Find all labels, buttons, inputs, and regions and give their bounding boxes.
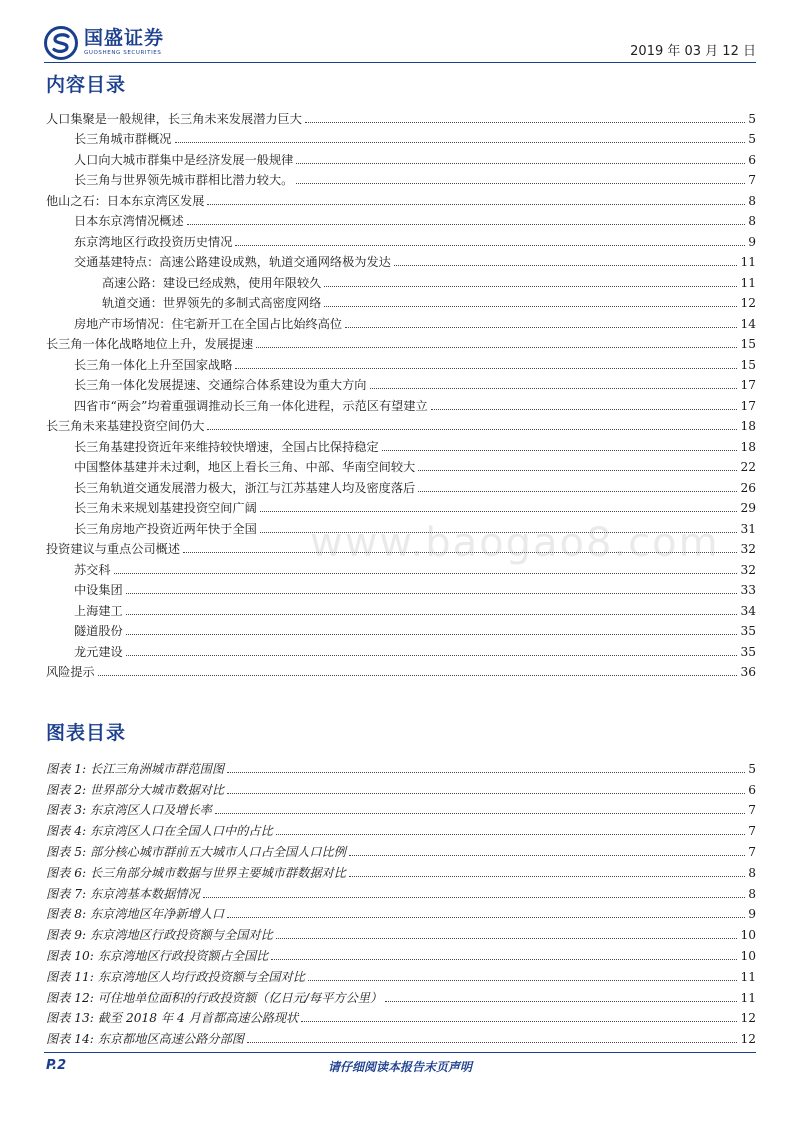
figure-entry-label: 图表 10: 东京湾地区行政投资额占全国比 [46, 948, 269, 963]
toc-entry[interactable] [46, 270, 756, 291]
figure-entry-label: 图表 11: 东京湾地区人均行政投资额与全国对比 [46, 969, 305, 984]
figure-entry-page: 12 [740, 1032, 756, 1047]
figure-entry-page: 8 [748, 865, 756, 880]
figure-entry-page: 11 [740, 969, 756, 984]
toc-entry-page: 15 [740, 357, 756, 372]
dot-leader [394, 265, 738, 266]
figure-entry[interactable] [46, 860, 756, 881]
watermark: www.baogao8.com [310, 520, 720, 566]
dot-leader [247, 1042, 737, 1043]
toc-entry-label: 长三角一体化发展提速、交通综合体系建设为重大方向 [74, 378, 367, 392]
toc-entry-page: 12 [740, 296, 756, 310]
toc-entry-page: 5 [748, 132, 756, 146]
dot-leader [126, 593, 738, 594]
page-number: P.2 [46, 1058, 67, 1073]
dot-leader [301, 1021, 737, 1022]
toc-entry[interactable] [46, 639, 756, 660]
dot-leader [382, 450, 738, 451]
dot-leader [227, 772, 745, 773]
toc-entry[interactable] [46, 393, 756, 414]
toc-entry-page: 5 [748, 111, 756, 126]
dot-leader [235, 368, 737, 369]
dot-leader [418, 470, 737, 471]
figure-entry-label: 图表 13: 截至 2018 年 4 月首都高速公路现状 [46, 1011, 299, 1026]
toc-entry-label: 长三角一体化上升至国家战略 [74, 357, 233, 372]
toc-entry[interactable] [46, 168, 756, 189]
figure-entry-label: 图表 9: 东京湾地区行政投资额与全国对比 [46, 928, 273, 943]
header-divider [44, 62, 756, 63]
toc-entry[interactable] [46, 475, 756, 496]
figure-entry[interactable] [46, 798, 756, 819]
toc-entry-page: 8 [748, 193, 756, 208]
toc-entry-page: 22 [740, 460, 756, 474]
toc-entry[interactable] [46, 496, 756, 517]
dot-leader [203, 897, 746, 898]
figure-entry-page: 12 [740, 1011, 756, 1026]
figure-entry-page: 6 [748, 782, 756, 797]
toc-entry-label: 房地产市场情况：住宅新开工在全国占比始终高位 [74, 316, 343, 331]
toc-entry-page: 14 [740, 316, 756, 331]
toc-entry-label: 长三角与世界领先城市群相比潜力较大。 [74, 173, 294, 187]
toc-entry[interactable] [46, 106, 756, 127]
dot-leader [126, 614, 738, 615]
toc-entry-page: 7 [748, 173, 756, 187]
figure-entry-page: 5 [748, 761, 756, 776]
toc-entry[interactable] [46, 188, 756, 209]
toc-entry-page: 15 [740, 337, 756, 351]
toc-entry-label: 长三角基建投资近年来维持较快增速，全国占比保持稳定 [74, 439, 379, 454]
toc-entry-page: 32 [740, 562, 756, 577]
toc-entry-page: 18 [740, 419, 756, 433]
toc-entry-label: 上海建工 [74, 603, 123, 618]
toc-entry-label: 长三角城市群概况 [74, 132, 172, 146]
toc-entry-page: 11 [740, 275, 756, 290]
toc-entry[interactable] [46, 619, 756, 640]
figure-entry-page: 7 [748, 803, 756, 818]
toc-entry-label: 人口集聚是一般规律，长三角未来发展潜力巨大 [46, 111, 302, 126]
brand-name-en: GUOSHENG SECURITIES [84, 50, 162, 57]
toc-entry-page: 32 [740, 542, 756, 556]
dot-leader [260, 511, 738, 512]
figure-entry-page: 8 [748, 886, 756, 901]
figure-entry-page: 9 [748, 907, 756, 922]
figure-entry-label: 图表 4: 东京湾区人口在全国人口中的占比 [46, 824, 273, 839]
toc-entry-label: 投资建议与重点公司概述 [46, 542, 181, 556]
toc-entry-page: 9 [748, 234, 756, 249]
figure-entry-label: 图表 6: 长三角部分城市数据与世界主要城市群数据对比 [46, 865, 346, 880]
toc-entry-label: 高速公路：建设已经成熟，使用年限较久 [102, 275, 322, 290]
toc-entry-label: 隧道股份 [74, 624, 123, 638]
figure-entry[interactable] [46, 881, 756, 902]
disclaimer-note: 请仔细阅读本报告末页声明 [327, 1060, 472, 1074]
toc-entry[interactable] [46, 434, 756, 455]
toc-entry-page: 26 [740, 480, 756, 495]
toc-entry-label: 轨道交通：世界领先的多制式高密度网络 [102, 296, 322, 310]
toc-entry-page: 17 [740, 378, 756, 392]
footer-divider [44, 1052, 756, 1053]
toc-entry-page: 8 [748, 214, 756, 228]
toc-entry-label: 中设集团 [74, 583, 123, 597]
dot-leader [235, 245, 745, 246]
dot-leader [345, 327, 737, 328]
dot-leader [207, 204, 745, 205]
toc-entry-page: 11 [740, 255, 756, 269]
toc-entry-label: 人口向大城市群集中是经济发展一般规律 [74, 152, 294, 167]
dot-leader [126, 634, 738, 635]
toc-entry-page: 29 [740, 501, 756, 515]
toc-entry-label: 东京湾地区行政投资历史情况 [74, 234, 233, 249]
figure-list-heading: 图表目录 [46, 722, 127, 744]
toc-entry[interactable] [46, 660, 756, 681]
toc-entry-label: 交通基建特点：高速公路建设成熟，轨道交通网络极为发达 [74, 255, 391, 269]
figure-entry[interactable] [46, 756, 756, 777]
dot-leader [324, 306, 737, 307]
figure-entry[interactable] [46, 964, 756, 985]
figure-entry[interactable] [46, 777, 756, 798]
figure-entry-label: 图表 3: 东京湾区人口及增长率 [46, 803, 212, 818]
toc-entry-page: 17 [740, 398, 756, 413]
figure-entry-page: 10 [740, 928, 756, 943]
toc-entry[interactable] [46, 127, 756, 148]
dot-leader [271, 959, 737, 960]
brand-name-cn: 国盛证券 [84, 27, 165, 50]
toc-entry-label: 长三角轨道交通发展潜力极大，浙江与江苏基建人均及密度落后 [74, 480, 416, 495]
toc-entry-page: 6 [748, 152, 756, 167]
dot-leader [98, 675, 738, 676]
figure-entry-page: 11 [740, 990, 756, 1005]
figure-entry-label: 图表 12: 可住地单位面积的行政投资额（亿日元/每平方公里） [46, 990, 383, 1005]
figure-list [46, 756, 756, 1047]
toc-entry[interactable] [46, 598, 756, 619]
toc-entry-page: 33 [740, 583, 756, 597]
toc-entry-page: 35 [740, 624, 756, 638]
toc-entry-label: 长三角一体化战略地位上升，发展提速 [46, 337, 254, 351]
dot-leader [276, 834, 745, 835]
toc-entry-page: 35 [740, 644, 756, 659]
figure-entry[interactable] [46, 985, 756, 1006]
toc-entry-label: 苏交科 [74, 562, 111, 577]
dot-leader [305, 122, 745, 123]
toc-entry-label: 四省市“两会”均着重强调推动长三角一体化进程，示范区有望建立 [74, 398, 428, 413]
toc-entry[interactable] [46, 250, 756, 271]
toc-entry-page: 18 [740, 439, 756, 454]
dot-leader [207, 429, 737, 430]
figure-entry-label: 图表 5: 部分核心城市群前五大城市人口占全国人口比例 [46, 844, 346, 859]
toc-entry[interactable] [46, 209, 756, 230]
figure-entry-page: 10 [740, 948, 756, 963]
toc-entry-label: 中国整体基建并未过剩，地区上看长三角、中部、华南空间较大 [74, 460, 416, 474]
figure-entry-label: 图表 1: 长江三角洲城市群范围图 [46, 761, 225, 776]
toc-entry[interactable] [46, 578, 756, 599]
toc-entry[interactable] [46, 291, 756, 312]
dot-leader [175, 142, 746, 143]
figure-entry-label: 图表 7: 东京湾基本数据情况 [46, 886, 200, 901]
dot-leader [296, 163, 745, 164]
dot-leader [349, 876, 745, 877]
dot-leader [227, 793, 745, 794]
dot-leader [215, 813, 745, 814]
toc-entry-label: 风险提示 [46, 665, 95, 679]
guosheng-logo-icon [44, 26, 78, 60]
figure-entry[interactable] [46, 902, 756, 923]
figure-entry-page: 7 [748, 844, 756, 859]
dot-leader [324, 286, 737, 287]
figure-entry[interactable] [46, 818, 756, 839]
toc-entry[interactable] [46, 147, 756, 168]
toc-entry-label: 长三角房地产投资近两年快于全国 [74, 521, 257, 536]
toc-entry[interactable] [46, 414, 756, 435]
toc-entry-page: 36 [740, 665, 756, 679]
toc-entry[interactable] [46, 352, 756, 373]
dot-leader [187, 224, 746, 225]
figure-entry-label: 图表 2: 世界部分大城市数据对比 [46, 782, 225, 797]
toc-entry-label: 他山之石：日本东京湾区发展 [46, 193, 205, 208]
dot-leader [418, 491, 737, 492]
table-of-contents [46, 106, 756, 680]
toc-heading: 内容目录 [46, 74, 127, 96]
dot-leader [370, 388, 738, 389]
company-logo [44, 26, 164, 60]
toc-entry-label: 日本东京湾情况概述 [74, 214, 184, 228]
toc-entry-label: 长三角未来规划基建投资空间广阔 [74, 501, 257, 515]
toc-entry[interactable] [46, 455, 756, 476]
dot-leader [308, 980, 738, 981]
figure-entry[interactable] [46, 1026, 756, 1047]
toc-entry-page: 34 [740, 603, 756, 618]
figure-entry[interactable] [46, 839, 756, 860]
figure-entry[interactable] [46, 922, 756, 943]
figure-entry-label: 图表 14: 东京都地区高速公路分部图 [46, 1032, 244, 1047]
dot-leader [126, 655, 738, 656]
dot-leader [256, 347, 737, 348]
toc-entry[interactable] [46, 311, 756, 332]
dot-leader [227, 917, 745, 918]
figure-entry-label: 图表 8: 东京湾地区年净新增人口 [46, 907, 225, 922]
page-header [44, 22, 756, 62]
figure-entry[interactable] [46, 1006, 756, 1027]
figure-entry-page: 7 [748, 824, 756, 839]
dot-leader [349, 855, 745, 856]
dot-leader [385, 1001, 737, 1002]
toc-entry-page: 31 [740, 521, 756, 536]
dot-leader [276, 938, 738, 939]
toc-entry[interactable] [46, 332, 756, 353]
toc-entry-label: 龙元建设 [74, 644, 123, 659]
toc-entry[interactable] [46, 373, 756, 394]
figure-entry[interactable] [46, 943, 756, 964]
dot-leader [431, 409, 738, 410]
toc-entry[interactable] [46, 229, 756, 250]
toc-entry-label: 长三角未来基建投资空间仍大 [46, 419, 205, 433]
dot-leader [114, 573, 738, 574]
dot-leader [296, 183, 745, 184]
report-date: 2019 年 03 月 12 日 [630, 44, 756, 59]
